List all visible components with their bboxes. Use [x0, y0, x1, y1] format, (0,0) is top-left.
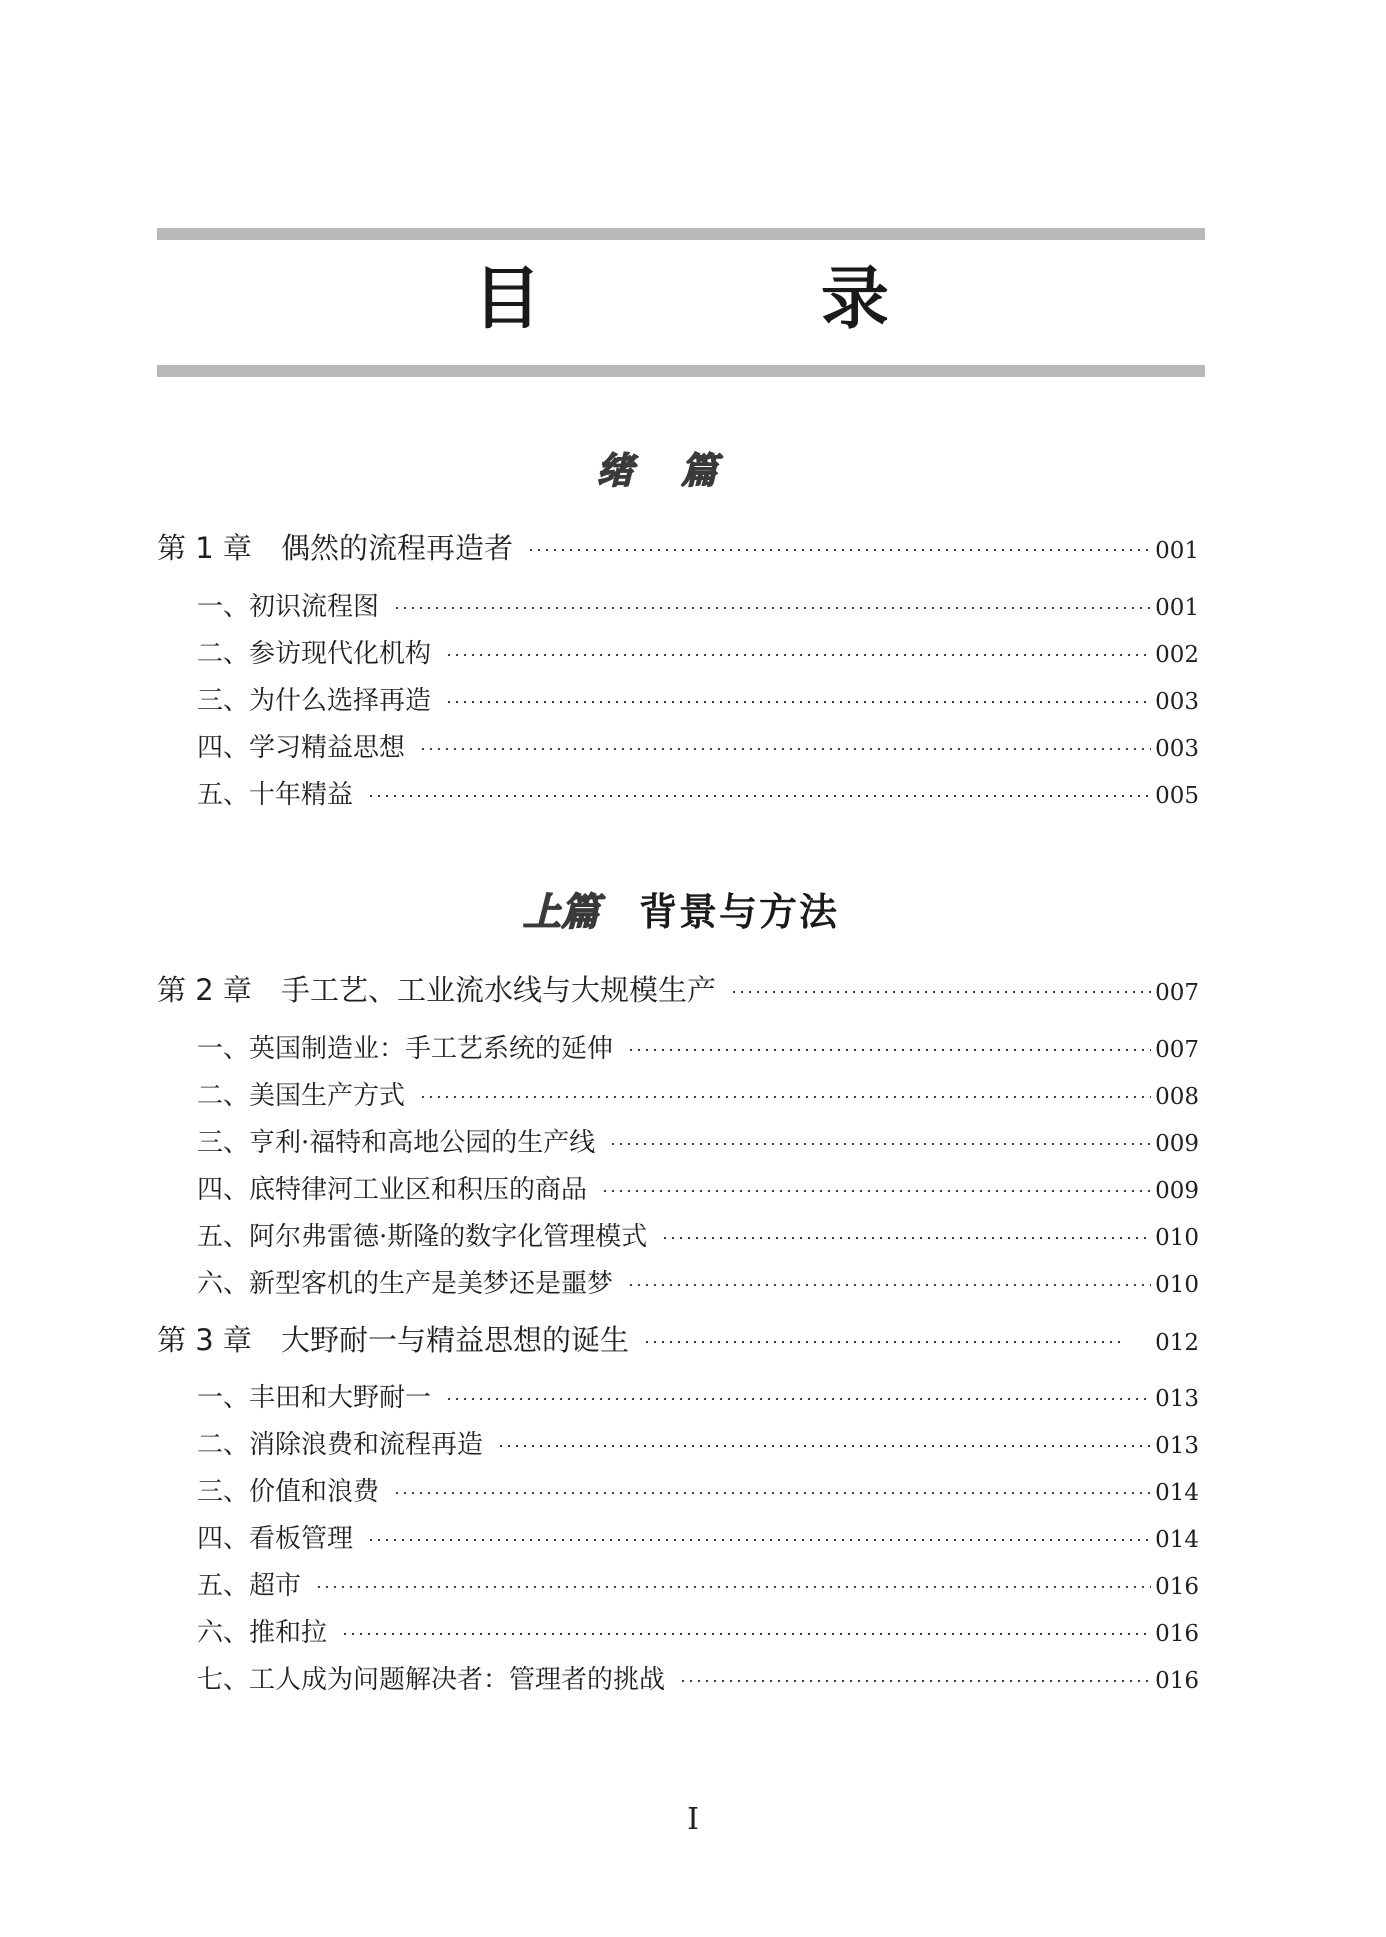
toc-section[interactable]	[197, 1424, 1199, 1460]
dot-leader	[393, 1492, 1151, 1494]
toc-chapter-3[interactable]	[157, 1318, 1199, 1358]
toc-section[interactable]	[197, 1075, 1199, 1111]
toc-section[interactable]	[197, 586, 1199, 622]
chapter-title: 手工艺、工业流水线与大规模生产	[281, 973, 717, 1007]
section-title: 四、学习精益思想	[197, 733, 406, 763]
page-title: 目 录	[473, 260, 1017, 339]
dot-leader	[393, 607, 1151, 609]
toc-section[interactable]	[197, 1471, 1199, 1507]
section-title: 一、丰田和大野耐一	[197, 1383, 432, 1413]
bottom-rule	[157, 365, 1205, 377]
page-number: 005	[1155, 783, 1199, 809]
dot-leader	[661, 1237, 1151, 1239]
section-title: 六、新型客机的生产是美梦还是噩梦	[197, 1269, 614, 1299]
page-number: 013	[1155, 1433, 1199, 1459]
toc-section[interactable]	[197, 1122, 1199, 1158]
dot-leader	[497, 1445, 1151, 1447]
section-title: 三、亨利·福特和高地公园的生产线	[197, 1128, 596, 1158]
page-number: 003	[1155, 689, 1199, 715]
intro-part-label: 绪篇	[596, 451, 765, 492]
page-number: 001	[1155, 595, 1199, 621]
chapter-number: 第 1 章	[157, 531, 252, 565]
chapter-number: 第 3 章	[157, 1323, 252, 1357]
section-title: 三、价值和浪费	[197, 1477, 380, 1507]
page-number: 013	[1155, 1386, 1199, 1412]
dot-leader	[643, 1341, 1125, 1343]
page-number: 016	[1155, 1621, 1199, 1647]
dot-leader	[419, 748, 1151, 750]
dot-leader	[627, 1049, 1151, 1051]
chapter-title: 大野耐一与精益思想的诞生	[281, 1323, 630, 1357]
page-number: 016	[1155, 1668, 1199, 1694]
page-number: 009	[1155, 1178, 1199, 1204]
page-number: 008	[1155, 1084, 1199, 1110]
upper-part-label: 上篇	[522, 890, 599, 934]
toc-section[interactable]	[197, 1659, 1199, 1695]
dot-leader	[315, 1586, 1151, 1588]
page-number: 016	[1155, 1574, 1199, 1600]
page-number: 007	[1155, 980, 1199, 1006]
section-title: 四、看板管理	[197, 1524, 354, 1554]
page-folio: I	[687, 1802, 699, 1837]
toc-section[interactable]	[197, 1612, 1199, 1648]
dot-leader	[730, 991, 1151, 993]
toc-section[interactable]	[197, 1263, 1199, 1299]
dot-leader	[419, 1096, 1151, 1098]
dot-leader	[609, 1143, 1151, 1145]
section-title: 三、为什么选择再造	[197, 686, 432, 716]
section-title: 四、底特律河工业区和积压的商品	[197, 1175, 588, 1205]
section-title: 一、初识流程图	[197, 592, 380, 622]
toc-section[interactable]	[197, 1565, 1199, 1601]
dot-leader	[679, 1680, 1151, 1682]
dot-leader	[601, 1190, 1151, 1192]
section-title: 二、消除浪费和流程再造	[197, 1430, 484, 1460]
page-number: 014	[1155, 1480, 1199, 1506]
toc-section[interactable]	[197, 1216, 1199, 1252]
page-number: 012	[1155, 1330, 1199, 1356]
toc-chapter-2[interactable]	[157, 968, 1199, 1008]
dot-leader	[527, 549, 1151, 551]
toc-section[interactable]	[197, 1028, 1199, 1064]
section-title: 五、十年精益	[197, 780, 354, 810]
page-number: 010	[1155, 1225, 1199, 1251]
dot-leader	[445, 654, 1151, 656]
section-title: 六、推和拉	[197, 1618, 328, 1648]
page-number: 014	[1155, 1527, 1199, 1553]
toc-section[interactable]	[197, 1169, 1199, 1205]
page-number: 001	[1155, 538, 1199, 564]
upper-part-title: 背景与方法	[639, 890, 840, 934]
intro-part-heading	[157, 448, 1205, 496]
page-number: 003	[1155, 736, 1199, 762]
section-title: 七、工人成为问题解决者：管理者的挑战	[197, 1665, 666, 1695]
section-title: 五、超市	[197, 1571, 302, 1601]
section-title: 一、英国制造业：手工艺系统的延伸	[197, 1034, 614, 1064]
top-rule	[157, 228, 1205, 240]
chapter-title: 偶然的流程再造者	[281, 531, 514, 565]
toc-section[interactable]	[197, 1518, 1199, 1554]
dot-leader	[445, 1398, 1151, 1400]
dot-leader	[367, 795, 1151, 797]
toc-section[interactable]	[197, 680, 1199, 716]
toc-section[interactable]	[197, 727, 1199, 763]
toc-section[interactable]	[197, 774, 1199, 810]
chapter-number: 第 2 章	[157, 973, 252, 1007]
section-title: 二、美国生产方式	[197, 1081, 406, 1111]
dot-leader	[341, 1633, 1151, 1635]
dot-leader	[627, 1284, 1151, 1286]
upper-part-heading	[157, 888, 1205, 936]
page-number: 002	[1155, 642, 1199, 668]
section-title: 二、参访现代化机构	[197, 639, 432, 669]
dot-leader	[445, 701, 1151, 703]
toc-chapter-1[interactable]	[157, 526, 1199, 566]
toc-section[interactable]	[197, 1377, 1199, 1413]
page-number: 010	[1155, 1272, 1199, 1298]
toc-section[interactable]	[197, 633, 1199, 669]
page-number: 007	[1155, 1037, 1199, 1063]
page-number: 009	[1155, 1131, 1199, 1157]
dot-leader	[367, 1539, 1151, 1541]
section-title: 五、阿尔弗雷德·斯隆的数字化管理模式	[197, 1222, 648, 1252]
